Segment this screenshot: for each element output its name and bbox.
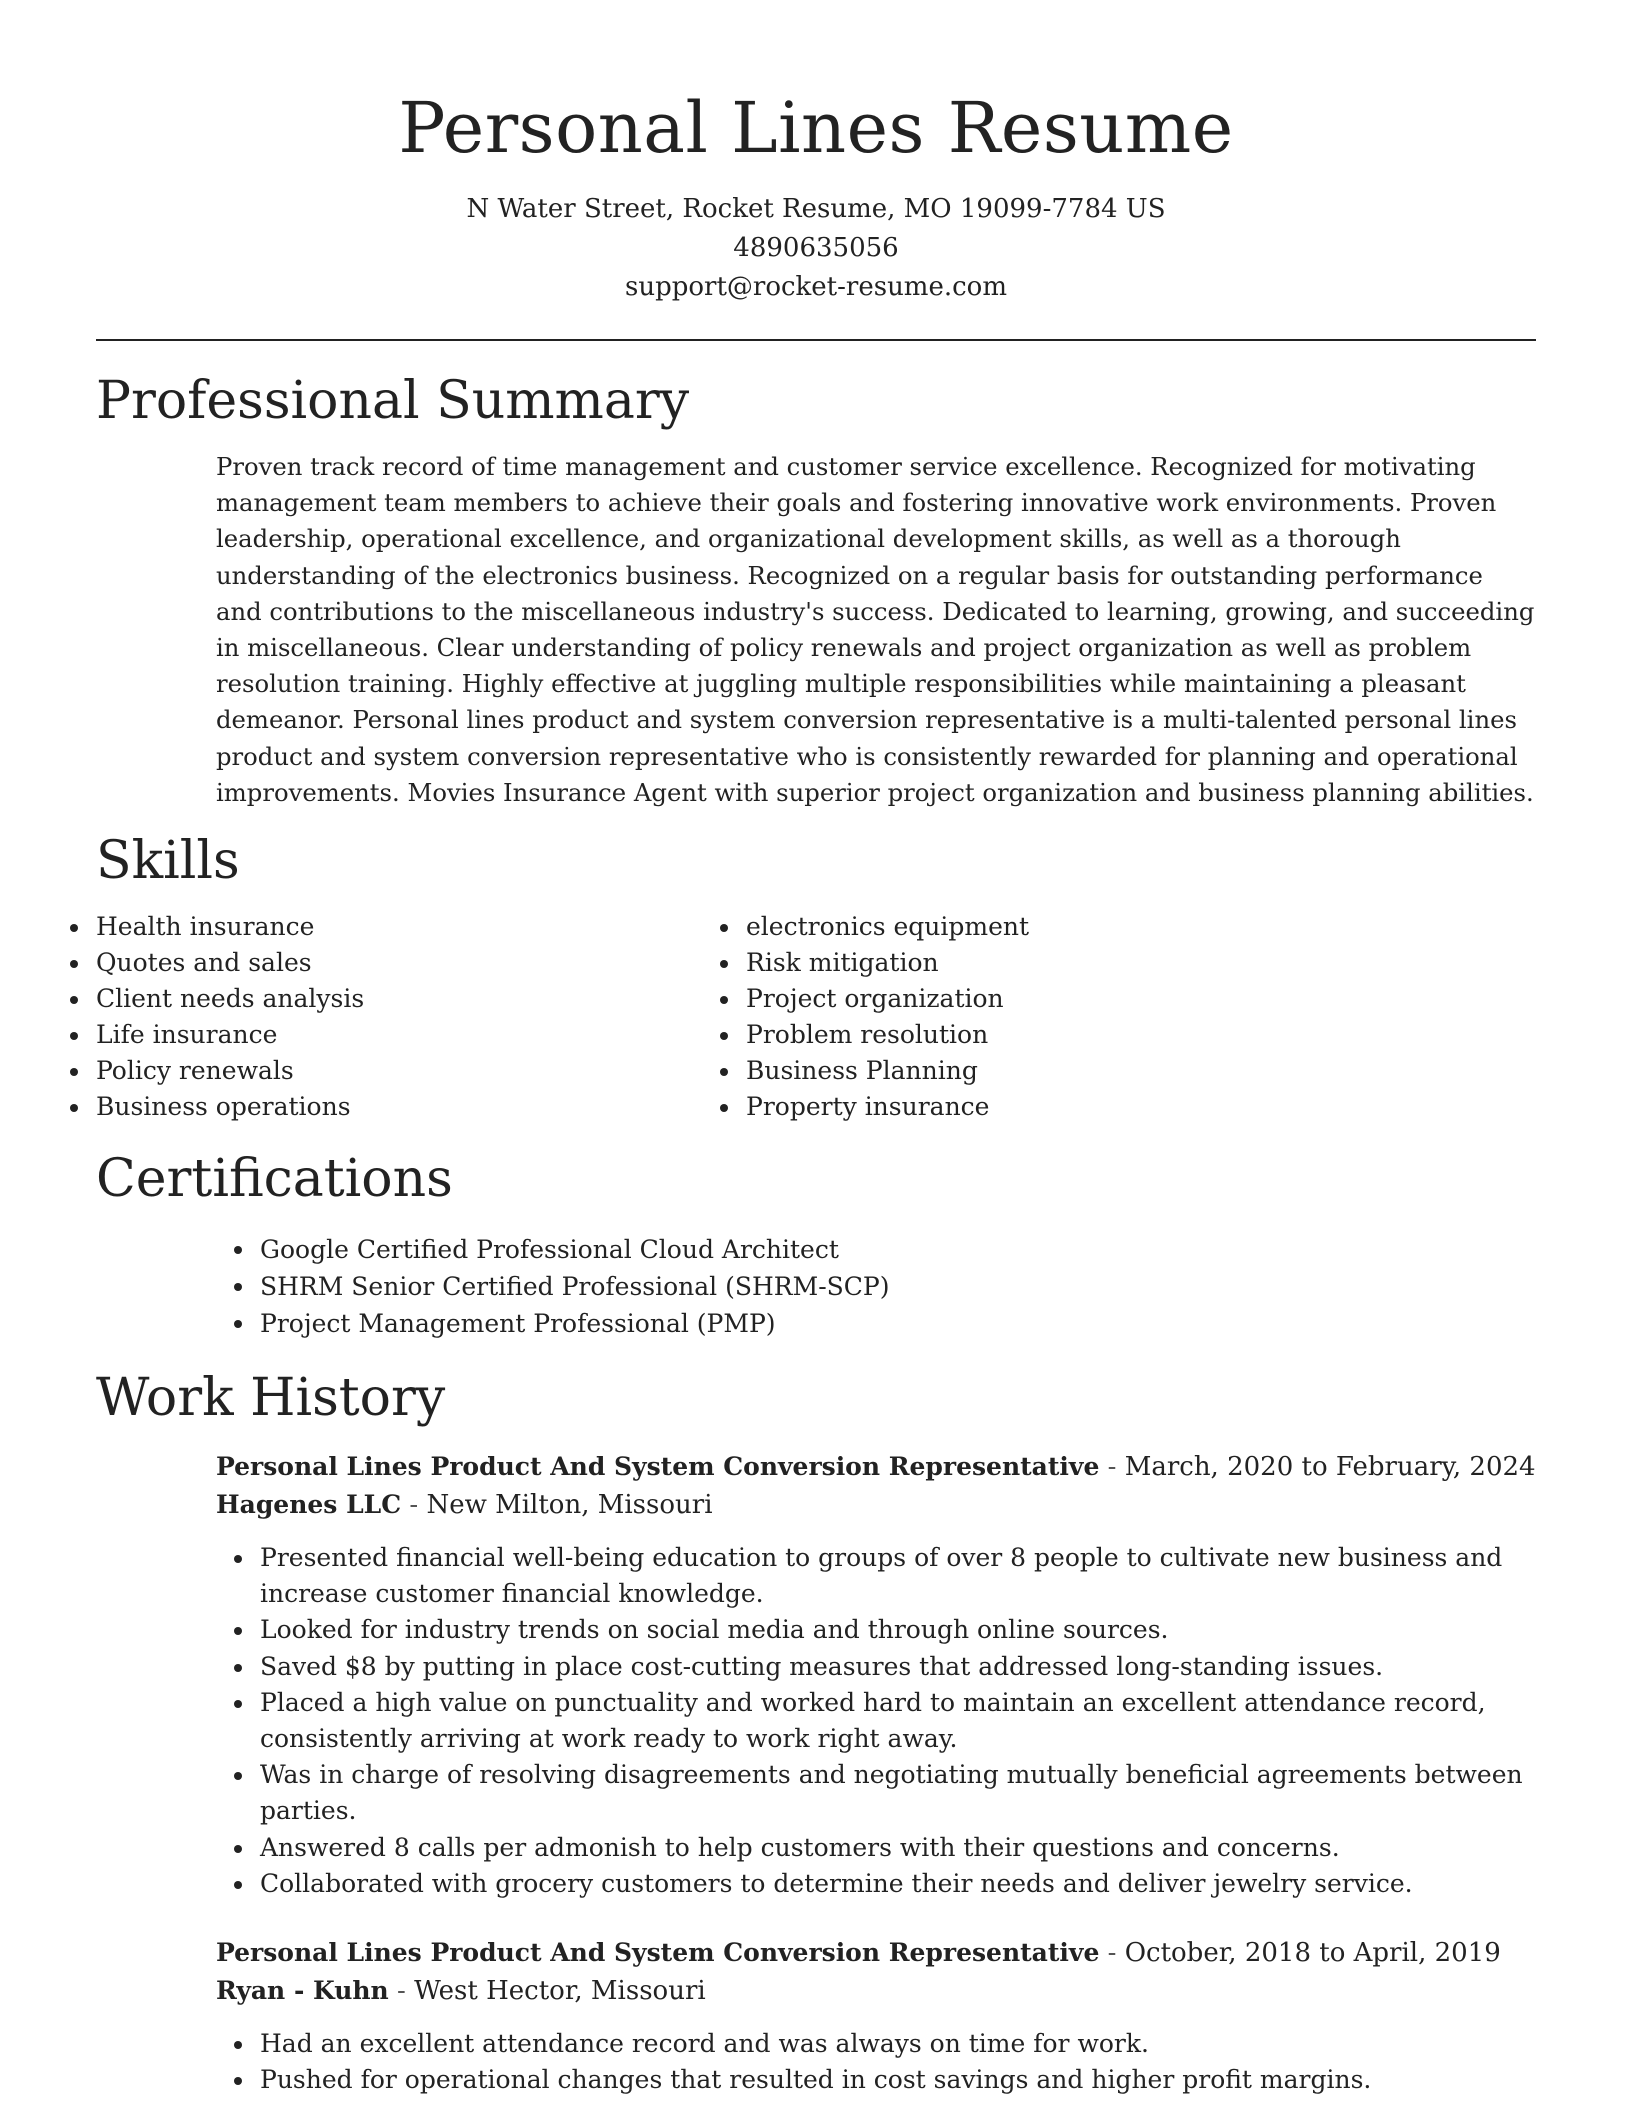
resume-title: Personal Lines Resume xyxy=(398,87,1234,169)
resume-page xyxy=(96,0,1536,2098)
skill-item: Business Planning xyxy=(746,1053,1372,1089)
job-title: Personal Lines Product And System Conversion Representative xyxy=(216,1938,1100,1968)
contact-email: support@rocket-resume.com xyxy=(624,272,1007,302)
skills-heading: Skills xyxy=(96,831,240,892)
certifications-heading: Certifications xyxy=(96,1149,453,1210)
job-employer-line xyxy=(216,1486,1536,1524)
job-title-line xyxy=(216,1448,1536,1486)
certification-item: Project Management Professional (PMP) xyxy=(260,1305,1536,1342)
skill-item: Policy renewals xyxy=(96,1053,746,1089)
job-duties-list xyxy=(216,2026,1536,2098)
job-location: West Hector, Missouri xyxy=(414,1976,706,2007)
job-duty: Answered 8 calls per admonish to help customers with their questions and concerns. xyxy=(260,1830,1536,1866)
skill-item: Business operations xyxy=(96,1089,746,1125)
job-entry xyxy=(216,1448,1536,1902)
job-duty: Placed a high value on punctuality and worked hard to maintain an excellent attendance record, consistently arriving at work ready to work right away. xyxy=(260,1685,1536,1757)
job-title: Personal Lines Product And System Conversion Representative xyxy=(216,1452,1100,1482)
summary-text: Proven track record of time management and customer service excellence. Recognized for motivating management team members to achieve their goals and fostering innovative work environments. Proven leadership, operational excellence, and organizational development skills, as well as a thorough understanding of the electronics business. Recognized on a regular basis for outstanding performance and contributions to the miscellaneous industry's success. Dedicated to learning, growing, and succeeding in miscellaneous. Clear understanding of policy renewals and project organization as well as problem resolution training. Highly effective at juggling multiple responsibilities while maintaining a pleasant demeanor. Personal lines product and system conversion representative is a multi-talented personal lines product and system conversion representative who is consistently rewarded for planning and operational improvements. Movies Insurance Agent with superior project organization and business planning abilities. xyxy=(216,452,1535,807)
skill-item: Health insurance xyxy=(96,909,746,945)
job-duty: Looked for industry trends on social media and through online sources. xyxy=(260,1612,1536,1648)
certifications-list xyxy=(96,1231,1536,1342)
job-separator: - xyxy=(1099,1452,1125,1483)
skill-item: Risk mitigation xyxy=(746,945,1372,981)
skills-columns xyxy=(96,909,1536,1125)
job-title-line xyxy=(216,1934,1536,1972)
contact-phone: 4890635056 xyxy=(733,233,899,263)
job-dates: October, 2018 to April, 2019 xyxy=(1124,1938,1501,1969)
certification-item: Google Certified Professional Cloud Architect xyxy=(260,1231,1536,1268)
skill-item: Problem resolution xyxy=(746,1017,1372,1053)
work-history-heading: Work History xyxy=(96,1368,446,1429)
job-separator: - xyxy=(401,1490,427,1521)
skills-list-left xyxy=(96,909,746,1125)
job-employer: Hagenes LLC xyxy=(216,1490,402,1520)
header-divider xyxy=(96,339,1536,341)
job-duty: Was in charge of resolving disagreements and negotiating mutually beneficial agreements between parties. xyxy=(260,1757,1536,1829)
job-duty: Had an excellent attendance record and was always on time for work. xyxy=(260,2026,1536,2062)
job-separator: - xyxy=(388,1976,415,2007)
job-dates: March, 2020 to February, 2024 xyxy=(1124,1452,1536,1483)
skill-item: Life insurance xyxy=(96,1017,746,1053)
skill-item: Quotes and sales xyxy=(96,945,746,981)
skill-item: Client needs analysis xyxy=(96,981,746,1017)
skill-item: Property insurance xyxy=(746,1089,1372,1125)
skills-list-right xyxy=(746,909,1372,1125)
certification-item: SHRM Senior Certified Professional (SHRM-SCP) xyxy=(260,1268,1536,1305)
job-entry xyxy=(216,1934,1536,2098)
job-separator: - xyxy=(1099,1938,1125,1969)
job-employer-line xyxy=(216,1972,1536,2010)
job-duties-list xyxy=(216,1540,1536,1902)
job-location: New Milton, Missouri xyxy=(426,1490,713,1521)
job-employer: Ryan - Kuhn xyxy=(216,1976,389,2006)
contact-block xyxy=(96,190,1536,307)
contact-address: N Water Street, Rocket Resume, MO 19099-7784 US xyxy=(466,194,1166,224)
job-duty: Collaborated with grocery customers to determine their needs and deliver jewelry service. xyxy=(260,1866,1536,1902)
skill-item: Project organization xyxy=(746,981,1372,1017)
skill-item: electronics equipment xyxy=(746,909,1372,945)
summary-heading: Professional Summary xyxy=(96,371,690,431)
job-duty: Saved $8 by putting in place cost-cutting measures that addressed long-standing issues. xyxy=(260,1649,1536,1685)
job-duty: Pushed for operational changes that resulted in cost savings and higher profit margins. xyxy=(260,2062,1536,2098)
job-duty: Presented financial well-being education to groups of over 8 people to cultivate new business and increase customer financial knowledge. xyxy=(260,1540,1536,1612)
